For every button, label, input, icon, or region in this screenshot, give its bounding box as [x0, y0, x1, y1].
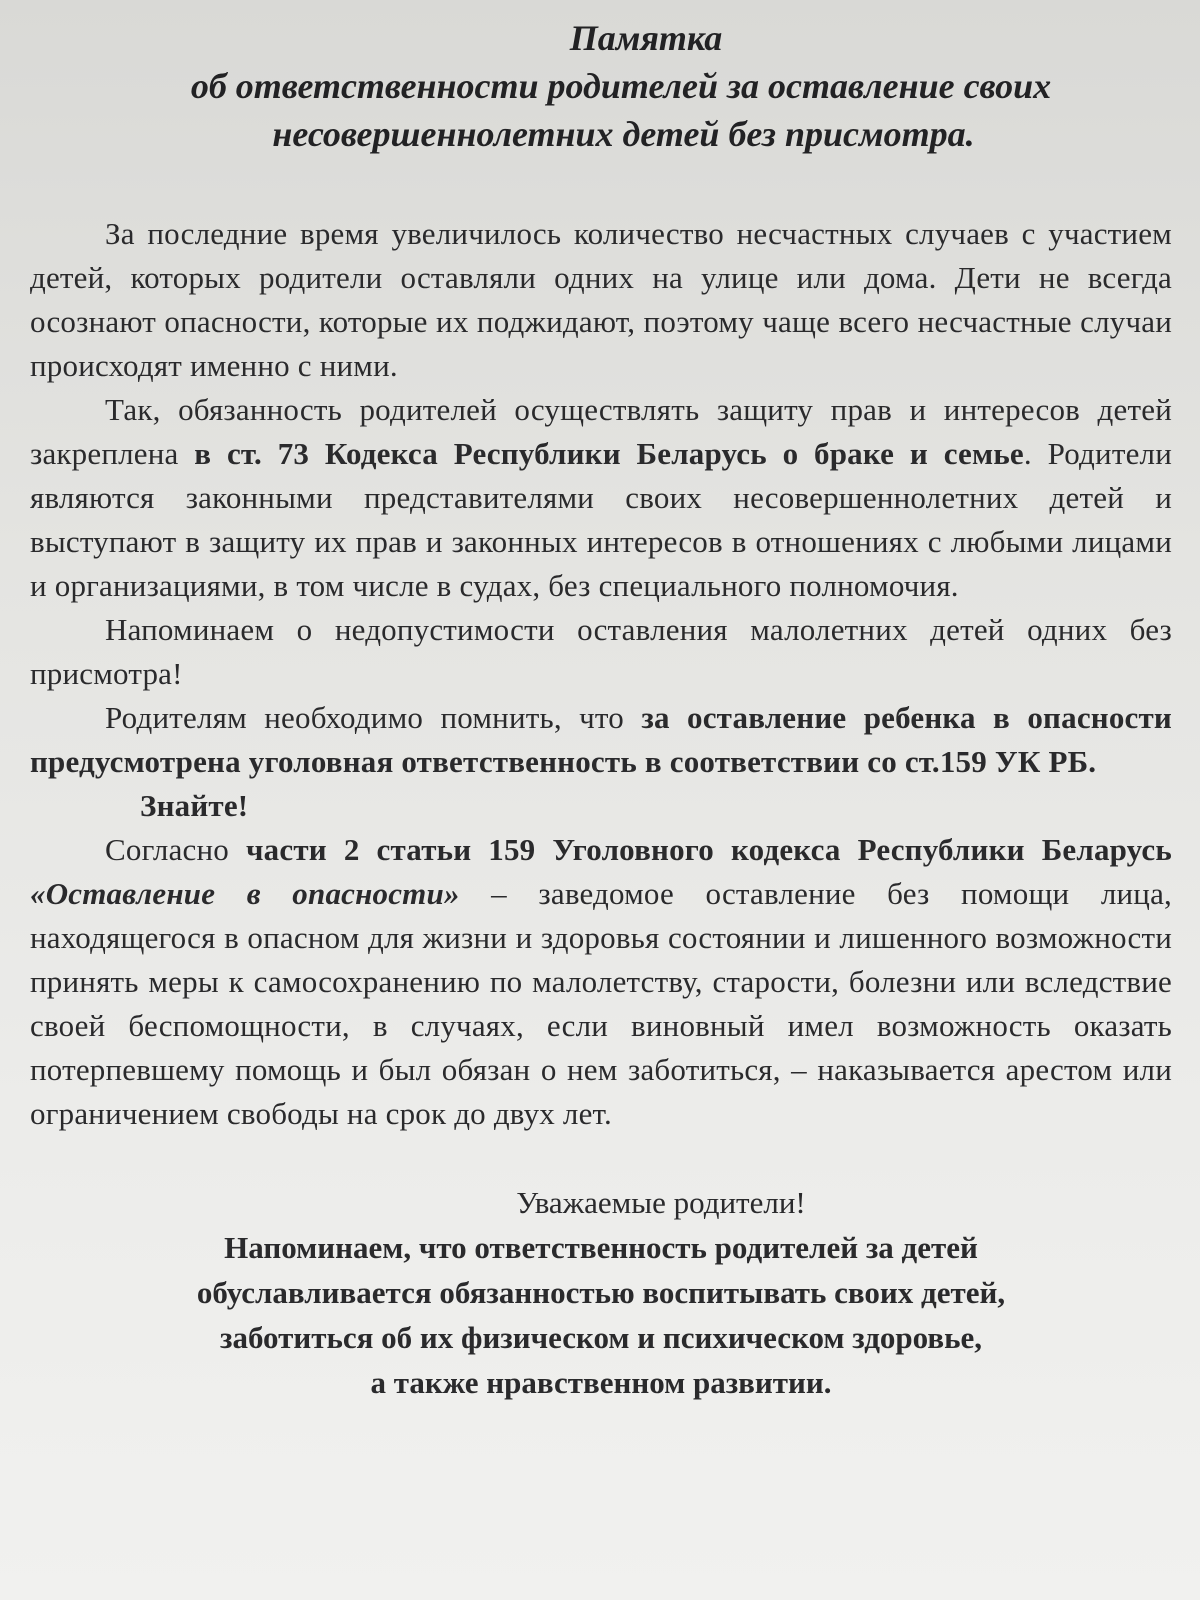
paragraph-reminder: Напоминаем о недопустимости оставления малолетних детей одних без присмотра! [30, 612, 1172, 691]
title-line-3: несовершеннолетних детей без присмотра. [272, 114, 975, 154]
document-title [30, 14, 1172, 158]
closing-text [30, 1225, 1172, 1405]
closing-line-3: заботиться об их физическом и психическом здоровье, [220, 1320, 982, 1355]
closing-line-1: Напоминаем, что ответственность родителей за детей [224, 1230, 978, 1265]
know-heading: Знайте! [140, 788, 249, 823]
paragraph-code-reference [30, 388, 1172, 608]
article-bold: части 2 статьи 159 Уголовного кодекса Республики Беларусь [246, 832, 1172, 867]
document-body [30, 212, 1172, 1136]
article-name-bold-italic: «Оставление в опасности» [30, 876, 460, 911]
paragraph-liability-start: Родителям необходимо помнить, что [105, 700, 642, 735]
paragraph-article-159 [30, 828, 1172, 1136]
paragraph-accidents: За последние время увеличилось количество несчастных случаев с участием детей, которых родители оставляли одних на улице или дома. Дети не всегда осознают опасности, которые их поджидают, поэтому чаще всего несчастные случаи происходят именно с ними. [30, 216, 1172, 383]
title-line-1: Памятка [569, 18, 723, 58]
paragraph-article-start: Согласно [105, 832, 246, 867]
paragraph-article-end: – заведомое оставление без помощи лица, находящегося в опасном для жизни и здоровья состоянии и лишенного возможности принять меры к самосохранению по малолетству, старости, болезни или вследствие своей беспомощности, в случаях, если виновный имел возможность оказать потерпевшему помощь и был обязан о нем заботиться, – наказывается арестом или ограничением свободы на срок до двух лет. [30, 876, 1172, 1131]
code-reference-bold: в ст. 73 Кодекса Республики Беларусь о браке и семье [194, 436, 1024, 471]
closing-line-4: а также нравственном развитии. [370, 1365, 832, 1400]
title-line-2: об ответственности родителей за оставление своих [190, 66, 1052, 106]
closing-line-2: обуславливается обязанностью воспитывать своих детей, [196, 1275, 1006, 1310]
paragraph-code-reference-end: . Родители являются законными представителями своих несовершеннолетних детей и выступают в защиту их прав и законных интересов в отношениях с любыми лицами и организациями, в том числе в судах, без специального полномочия. [30, 436, 1172, 603]
paragraph-liability [30, 696, 1172, 784]
liability-bold: за оставление ребенка в опасности предусмотрена уголовная ответственность в соответствии со ст.159 УК РБ. [30, 700, 1172, 779]
paragraph-code-reference-start: Так, обязанность родителей осуществлять защиту прав и интересов детей закреплена [30, 392, 1172, 471]
closing-greeting: Уважаемые родители! [516, 1185, 806, 1220]
closing-block [30, 1180, 1172, 1405]
